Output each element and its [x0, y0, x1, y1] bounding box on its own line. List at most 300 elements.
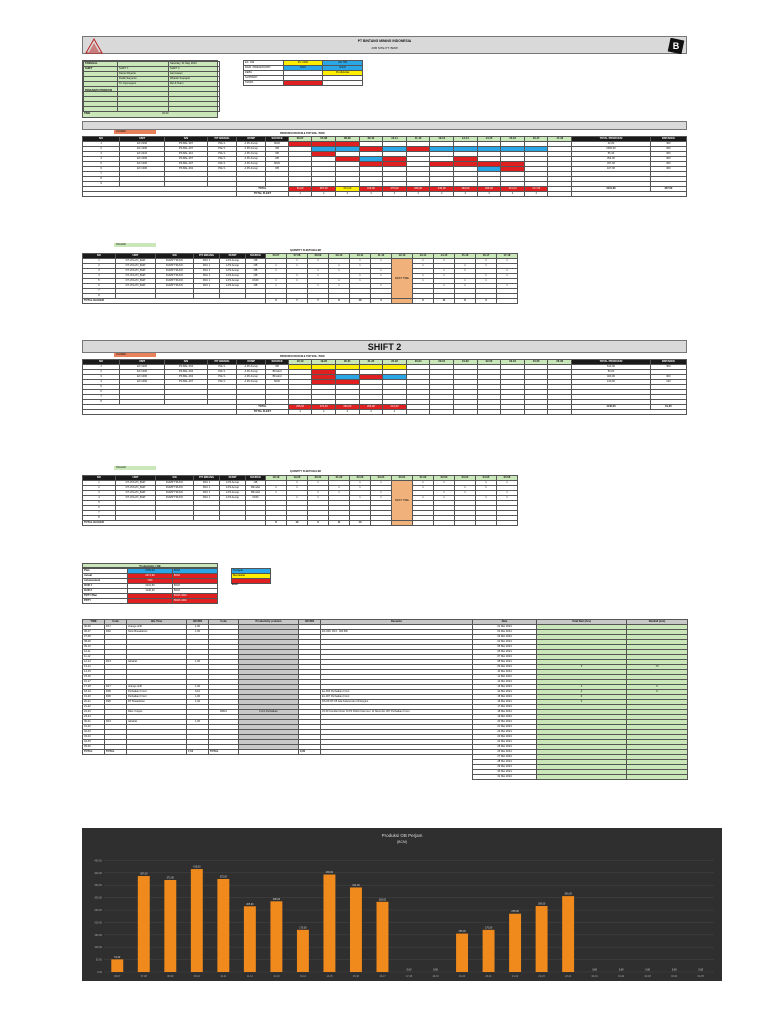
timelog-cell: DS-09 DT-05 Ada Kebocoran Oli Engine — [321, 700, 473, 705]
timelog-total-cell: TOTAL — [105, 750, 127, 755]
timelog-cell: Ex-007 Perbaikan Front — [321, 695, 473, 700]
chart-y-tick: 450,00 — [94, 859, 102, 863]
hauler-hour-cell: 1 — [350, 279, 371, 284]
timelog-cell: 22:40 Kondisi Dozer Di Pit Robin Damma / 11 Menit Ex 007 Perbaikan Front — [321, 710, 473, 715]
hauler-cell: PAU 1 — [194, 491, 220, 496]
timelog-cell: 14-15 — [83, 670, 105, 675]
legend-row — [244, 66, 363, 71]
timelog-total-row — [83, 750, 473, 755]
prod-cell: 6 — [83, 167, 120, 172]
hauler-total-value — [476, 521, 497, 526]
prod-cell: EX 1000 — [120, 380, 165, 385]
hauler-cell: 1 — [83, 259, 116, 264]
chart-data-label: 155,00 — [458, 930, 466, 934]
productivity-value: 4271,90 — [128, 574, 173, 579]
timelog-total-cell: 7,10 — [187, 750, 209, 755]
hauler-cell: DT-VOLVO_BHP — [116, 491, 156, 496]
timelog-cell: D17 — [105, 625, 127, 630]
prod-total-value: 235,00 — [288, 405, 312, 410]
hauler-total-value — [371, 521, 392, 526]
timelog-header-cell: TIME — [83, 620, 105, 625]
hauler-hour-cell: 1 — [434, 259, 455, 264]
chart-data-label: 415,00 — [193, 865, 201, 869]
hauler-hour-cell: 1 — [308, 274, 329, 279]
chart-bar — [350, 887, 362, 972]
prod-total-cell: 130,00 — [572, 380, 651, 385]
hauler-hour-cell: 1 — [434, 481, 455, 486]
hauler-cell: Bfmsbd — [246, 486, 266, 491]
rain-cell: 18 Mei 2024 — [473, 710, 537, 715]
prod-fleet-row — [83, 410, 687, 415]
productivity-unit: BCM /JAM — [173, 594, 218, 599]
prod-cell: 5 — [83, 385, 120, 390]
hauler-cell: DUMP TRUCK — [156, 274, 194, 279]
legend-cell: RAIN — [323, 66, 363, 71]
rain-cell: 21 Mei 2024 — [473, 725, 537, 730]
chart-data-label: 266,00 — [537, 902, 546, 906]
timelog-cell: 06-07 — [83, 630, 105, 635]
prod-total-value: 266,00 — [336, 405, 360, 410]
timelog-cell: 18-19 — [83, 690, 105, 695]
hauler-hour-cell: 1 — [476, 279, 497, 284]
hauler-cell: PAU 1 — [194, 486, 220, 491]
hauler-hour-cell: 1 — [287, 481, 308, 486]
hauler-cell: DT-VOLVO_BHP — [116, 486, 156, 491]
chart-title: Produksi OB Perjam — [381, 833, 423, 838]
prod-fleet-label: TOTAL FLEET — [237, 410, 289, 415]
prod-cell: PS.BAL.007 — [165, 142, 208, 147]
chart-x-tick: 19-20 — [458, 975, 466, 978]
prod-header-cell: 03-04 — [501, 360, 525, 365]
prod-header-cell: SOURCE — [266, 137, 288, 142]
rain-cell: 15 Mei 2024 — [473, 695, 537, 700]
info-panel — [82, 60, 218, 118]
productivity-legend — [231, 568, 271, 584]
hauler-total-value: 11 — [434, 299, 455, 304]
prod-cell: A Pit Ancup — [237, 142, 266, 147]
prod-total-label: TOTAL — [237, 405, 289, 410]
hauler-cell: DT-VOLVO_BHP — [116, 284, 156, 289]
rain-header-row — [473, 620, 688, 625]
time-value: 20.00 — [162, 112, 169, 115]
hauler-header-cell: 02-03 — [434, 476, 455, 481]
hauler-hour-cell: 1 — [329, 491, 350, 496]
prod-fleet-value — [454, 410, 478, 415]
hauler-header-cell: 18-19 — [266, 476, 287, 481]
prod-distance-cell: 300 — [650, 375, 686, 380]
hauler-cell: 8 — [83, 294, 116, 299]
productivity-label: Plan — [83, 569, 128, 574]
prod-fleet-value: 4 — [454, 192, 478, 197]
hauler-header-cell: S/N — [156, 476, 194, 481]
hauler-hour-cell: 1 — [287, 264, 308, 269]
timelog-cell: D02 — [105, 630, 127, 635]
hauler-total-value: 3 — [371, 299, 392, 304]
timelog-cell: 15-16 — [83, 675, 105, 680]
rain-row — [473, 665, 688, 670]
prod-cell: EX 2210 — [120, 152, 165, 157]
chart-data-label: 0,00 — [698, 968, 704, 972]
rain-cell: 14 Mei 2024 — [473, 690, 537, 695]
info-cell: Widodo Suprapto — [169, 77, 220, 82]
rain-cell: 25 Mei 2024 — [473, 745, 537, 750]
hauler-cell: OB — [246, 259, 266, 264]
productivity-unit: BCM — [173, 589, 218, 594]
rain-cell: 10 Mei 2024 — [473, 670, 537, 675]
hauler-hour-cell: 1 — [371, 259, 392, 264]
timelog-header-cell: Code — [209, 620, 239, 625]
chart-data-label: 0,00 — [671, 968, 677, 972]
prod-header-cell: 19-20 — [312, 360, 336, 365]
prod-distance-cell: 300 — [650, 162, 686, 167]
hauler-hour-cell: 1 — [329, 269, 350, 274]
rain-cell: 04 Mei 2024 — [473, 640, 537, 645]
hauler-total-row — [83, 299, 687, 304]
timelog-cell: 06-06 — [83, 625, 105, 630]
chart-x-tick: 13-14 — [299, 975, 306, 978]
bad-label: BAD — [232, 583, 238, 586]
hauler-hour-cell: 1 — [266, 491, 287, 496]
timelog-cell: 00-01 — [83, 720, 105, 725]
hauler-cell: 7 — [83, 511, 116, 516]
hauler-header-cell: 03-04 — [455, 476, 476, 481]
prod-total-cell: 512,00 — [572, 365, 651, 370]
hauler-cell: OB — [246, 481, 266, 486]
hauler-header-cell: 06-07 — [266, 254, 287, 259]
timelog-cell: Ex-004 Perbaikan Front — [321, 690, 473, 695]
company-name: PT BINTANG MINING INDONESIA — [357, 39, 412, 43]
chart-data-label: 371,00 — [166, 876, 174, 880]
timelog-cell: 03-04 — [83, 735, 105, 740]
timelog-cell: D06 — [105, 695, 127, 700]
prod-fleet-value: 4 — [477, 192, 501, 197]
hauler-cell: DUMP TRUCK — [156, 259, 194, 264]
rain-cell: 0 — [537, 695, 627, 700]
prod-distance-cell: 130 — [650, 380, 686, 385]
productivity-label: PDTY — [83, 599, 128, 604]
chart-y-tick: 400,00 — [94, 871, 102, 875]
shift1-hauler-tag: HAULER — [114, 243, 156, 247]
legend-cell — [283, 81, 323, 86]
chart-y-tick: 50,00 — [95, 958, 102, 962]
hauler-hour-cell: 1 — [266, 269, 287, 274]
prod-cell: PAU 1 — [207, 147, 236, 152]
prod-total-value: 371,00 — [336, 187, 360, 192]
timelog-total-cell: 0,00 — [299, 750, 321, 755]
production-chart-svg — [82, 828, 722, 981]
rain-cell: 3 — [537, 700, 627, 705]
prod-cell: 2 — [83, 370, 120, 375]
hauler-cell: DT-VOLVO_BHP — [116, 481, 156, 486]
prod-total-cell: 56,40 — [572, 152, 651, 157]
prod-header-cell: 18-19 — [288, 360, 312, 365]
chart-x-tick: 03-04 — [671, 975, 678, 978]
prod-cell: 9 — [83, 182, 120, 187]
hauler-cell: OB — [246, 269, 266, 274]
hauler-hour-cell: 1 — [413, 481, 434, 486]
prod-cell: EX 1000 — [120, 365, 165, 370]
prod-header-cell: UNIT — [120, 137, 165, 142]
job-site: JOB SITE PT. BMW — [371, 46, 398, 50]
hauler-hour-cell: 1 — [497, 274, 518, 279]
prod-total-cell: 42,00 — [572, 142, 651, 147]
prod-total-cell: 337,00 — [572, 162, 651, 167]
prod-cell: 1 — [83, 365, 120, 370]
hauler-header-cell: S/N — [156, 254, 194, 259]
prod-total-value: 387,00 — [312, 187, 336, 192]
hauler-total-value — [497, 299, 518, 304]
chart-x-tick: 09-10 — [193, 975, 200, 978]
chart-x-tick: 12-13 — [273, 975, 280, 978]
prod-fleet-value — [430, 410, 454, 415]
hauler-header-cell: 07-08 — [287, 254, 308, 259]
hauler-header-cell: NO — [83, 476, 116, 481]
chart-bar — [111, 959, 123, 972]
prod-total-cell: 2250,00 — [572, 147, 651, 152]
prod-header-cell: 16-17 — [524, 137, 548, 142]
prod-distance-cell: 300 — [650, 157, 686, 162]
productivity-title: Productivity / OB — [82, 563, 218, 568]
chart-data-label: 285,00 — [272, 897, 281, 901]
hauler-hour-cell: 1 — [371, 491, 392, 496]
prod-cell: EX 1000 — [120, 370, 165, 375]
timelog-header-cell: HOURS — [299, 620, 321, 625]
productivity-unit: BCM — [173, 584, 218, 589]
prod-cell — [572, 192, 687, 197]
prod-cell: 8 — [83, 400, 120, 405]
hauler-cell: A Pit Ancup — [220, 486, 246, 491]
chart-bar — [270, 901, 282, 972]
svg-text:B: B — [672, 41, 680, 51]
hauler-header-cell: 19-20 — [287, 476, 308, 481]
prod-header-cell: PIT BIRANG — [207, 360, 236, 365]
prod-header-cell: 07-08 — [312, 137, 336, 142]
hauler-cell: A Pit Ancup — [220, 259, 246, 264]
hauler-hour-cell: 1 — [308, 269, 329, 274]
prod-header-cell: 04-05 — [524, 360, 548, 365]
prod-total-value: 51,00 — [288, 187, 312, 192]
timelog-cell: 1,00 — [187, 625, 209, 630]
chart-subtitle: (BCM) — [396, 840, 408, 844]
rain-header-cell: Rainfall (mm) — [627, 620, 688, 625]
prod-cell: PAU 1 — [207, 167, 236, 172]
hauler-total-value: 8 — [329, 299, 350, 304]
hauler-header-cell: DUMP — [220, 254, 246, 259]
hauler-header-cell: 15-16 — [455, 254, 476, 259]
hauler-cell: A Pit Ancup — [220, 264, 246, 269]
hauler-hour-cell: 1 — [413, 496, 434, 501]
productivity-label: OUR 2 — [83, 589, 128, 594]
prod-total-value: 217,00 — [524, 187, 548, 192]
timelog-total-cell — [127, 750, 187, 755]
legend-cell: Prodktivitas — [323, 71, 363, 76]
prod-distance-cell: 300 — [650, 152, 686, 157]
rain-cell: 08 Mei 2024 — [473, 660, 537, 665]
hauler-cell: A Pit Ancup — [220, 274, 246, 279]
hauler-cell: 7 — [83, 289, 116, 294]
info-cell: SHIFT 2 — [169, 67, 220, 72]
prod-cell: MUD — [266, 162, 288, 167]
hauler-hour-cell: 1 — [266, 284, 287, 289]
hauler-header-cell: 13-14 — [413, 254, 434, 259]
productivity-value: 1140,30 — [128, 589, 173, 594]
productivity-label: OUR 1 — [83, 584, 128, 589]
rain-cell: 73 — [627, 665, 688, 670]
hauler-hour-cell: 1 — [497, 496, 518, 501]
rainfall-table — [472, 619, 688, 780]
productivity-value: 3760,00 — [128, 569, 173, 574]
timelog-total-cell: TOTAL — [209, 750, 239, 755]
hauler-cell: Bfmsbd — [246, 491, 266, 496]
hauler-hour-cell: 1 — [266, 264, 287, 269]
prod-fleet-value: 4 — [312, 410, 336, 415]
rain-cell: 12 Mei 2024 — [473, 680, 537, 685]
hauler-hour-cell: 1 — [308, 284, 329, 289]
rain-row — [473, 775, 688, 780]
hauler-hour-cell: 1 — [287, 486, 308, 491]
prod-header-cell: DISTANCE — [650, 360, 686, 365]
hauler-hour-cell: 1 — [287, 274, 308, 279]
hauler-hour-cell: 1 — [476, 481, 497, 486]
hauler-cell: DUMP TRUCK — [156, 264, 194, 269]
prod-total-value: 266,00 — [359, 405, 383, 410]
chart-bar — [323, 875, 335, 972]
shift2-title: SHIFT 2 — [82, 340, 687, 353]
timelog-cell: 11-12 — [83, 655, 105, 660]
chart-data-label: 306,00 — [564, 892, 572, 896]
legend-cell: PC 2000 — [283, 61, 323, 66]
hauler-cell: DT-VOLVO_BHP — [116, 259, 156, 264]
hauler-hour-cell: 1 — [497, 491, 518, 496]
shift2-hauler-title: QUANTITY FLEET/HAULER — [290, 470, 322, 473]
hauler-cell: 6 — [83, 506, 116, 511]
hauler-cell: DUMP TRUCK — [156, 486, 194, 491]
timelog-total-cell — [239, 750, 299, 755]
hauler-cell: OB — [246, 274, 266, 279]
hauler-total-value: 3 — [476, 299, 497, 304]
prod-total-value: 295,00 — [477, 187, 501, 192]
prod-fleet-value: 4 — [406, 192, 430, 197]
hauler-header-cell: 09-10 — [329, 254, 350, 259]
prod-cell — [83, 192, 237, 197]
productivity-label: Achievement — [83, 579, 128, 584]
chart-bar — [377, 902, 389, 972]
prod-total-value: 265,00 — [406, 187, 430, 192]
chart-bar — [164, 880, 176, 972]
prod-cell: A Pit Ancup — [237, 157, 266, 162]
hauler-header-cell: 08-09 — [308, 254, 329, 259]
rain-cell: 23 Mei 2024 — [473, 735, 537, 740]
prod-cell: 4 — [83, 380, 120, 385]
hauler-header-cell: UNIT — [116, 254, 156, 259]
timelog-cell: 1,00 — [187, 695, 209, 700]
hauler-cell: 5 — [83, 501, 116, 506]
hauler-header-cell: 23-24 — [371, 476, 392, 481]
prod-header-cell: PIT BIRANG — [207, 137, 236, 142]
chart-bar — [483, 930, 495, 972]
chart-data-label: 0,00 — [645, 968, 651, 972]
rain-cell: 26 Mei 2024 — [473, 750, 537, 755]
hauler-hour-cell: 1 — [350, 259, 371, 264]
hauler-hour-cell: 1 — [413, 264, 434, 269]
prod-fleet-value: 4 — [336, 192, 360, 197]
hauler-hour-cell: 1 — [350, 481, 371, 486]
chart-data-label: 0,00 — [592, 968, 597, 972]
legend-cell: HD 785 — [323, 61, 363, 66]
rain-cell: 29 Mei 2024 — [473, 765, 537, 770]
prod-cell: EX 1000 — [120, 167, 165, 172]
prod-header-cell: 01-02 — [454, 360, 478, 365]
hauler-header-cell: 10-11 — [350, 254, 371, 259]
timelog-cell: 05-06 — [83, 745, 105, 750]
prod-cell: PS.BAL.007 — [165, 162, 208, 167]
hauler-total-value — [497, 521, 518, 526]
hauler-header-cell — [518, 476, 687, 481]
shift1-hauler-table — [82, 253, 687, 304]
hauler-hour-cell: 1 — [434, 496, 455, 501]
rain-cell: 2 — [537, 690, 627, 695]
hauler-cell: DT-VOLVO_BHP — [116, 264, 156, 269]
hauler-total-label: TOTAL HAULER — [83, 521, 266, 526]
hauler-hour-cell: 1 — [287, 259, 308, 264]
hauler-total-value: 8 — [455, 299, 476, 304]
hauler-header-cell: 22-23 — [350, 476, 371, 481]
chart-data-label: 341,00 — [352, 883, 360, 887]
timelog-cell: 19-20 — [83, 695, 105, 700]
shift2-production-table — [82, 359, 687, 415]
timelog-cell: D13 — [105, 660, 127, 665]
hauler-hour-cell: 1 — [350, 274, 371, 279]
hauler-hour-cell: 1 — [434, 269, 455, 274]
productivity-legend-cell: Mendekati — [232, 574, 271, 579]
prod-total-value: 213,00 — [383, 405, 407, 410]
prod-cell: A Pit Ancup — [237, 375, 266, 380]
hauler-cell: 1 — [83, 481, 116, 486]
hauler-hour-cell: 1 — [350, 264, 371, 269]
hauler-hour-cell: 1 — [266, 486, 287, 491]
prod-cell: EX 1000 — [120, 147, 165, 152]
hauler-hour-cell: 1 — [413, 486, 434, 491]
rain-cell: 0 — [627, 685, 688, 690]
hauler-cell: DUMP TRUCK — [156, 496, 194, 501]
hauler-header-cell: 11-12 — [371, 254, 392, 259]
timelog-header-cell: Remarks — [321, 620, 473, 625]
prod-total-label: TOTAL — [237, 187, 289, 192]
prod-header-cell: 05-06 — [548, 360, 572, 365]
time-log-table — [82, 619, 473, 755]
prod-header-cell: 23-24 — [406, 360, 430, 365]
prod-cell: PS.BAL.004 — [165, 370, 208, 375]
prod-cell: PAU 1 — [207, 365, 236, 370]
prod-cell: 8 — [83, 177, 120, 182]
hauler-hour-cell: 1 — [434, 274, 455, 279]
info-cell: Tri Joyonegoro — [118, 82, 169, 87]
legend-cell: TANPA — [244, 81, 284, 86]
rain-cell: 27 Mei 2024 — [473, 755, 537, 760]
shift1-prod-title: PRODUKSI OB BCM & TOP SOIL / BCM — [280, 132, 325, 135]
chart-data-label: 283,00 — [378, 898, 387, 902]
prod-distance-cell: 300 — [650, 167, 686, 172]
prod-total-value: 183,00 — [454, 187, 478, 192]
productivity-table — [82, 568, 218, 604]
prod-header-cell: TOTAL PRODUKSI — [572, 360, 651, 365]
chart-x-tick: 10-11 — [220, 975, 227, 978]
timelog-cell: 23-24 — [83, 715, 105, 720]
hauler-hour-cell: 1 — [287, 496, 308, 501]
prod-cell: PS.BAL.210 — [165, 152, 208, 157]
prod-cell: EX 2000 — [120, 142, 165, 147]
chart-data-label: 170,00 — [484, 926, 493, 930]
